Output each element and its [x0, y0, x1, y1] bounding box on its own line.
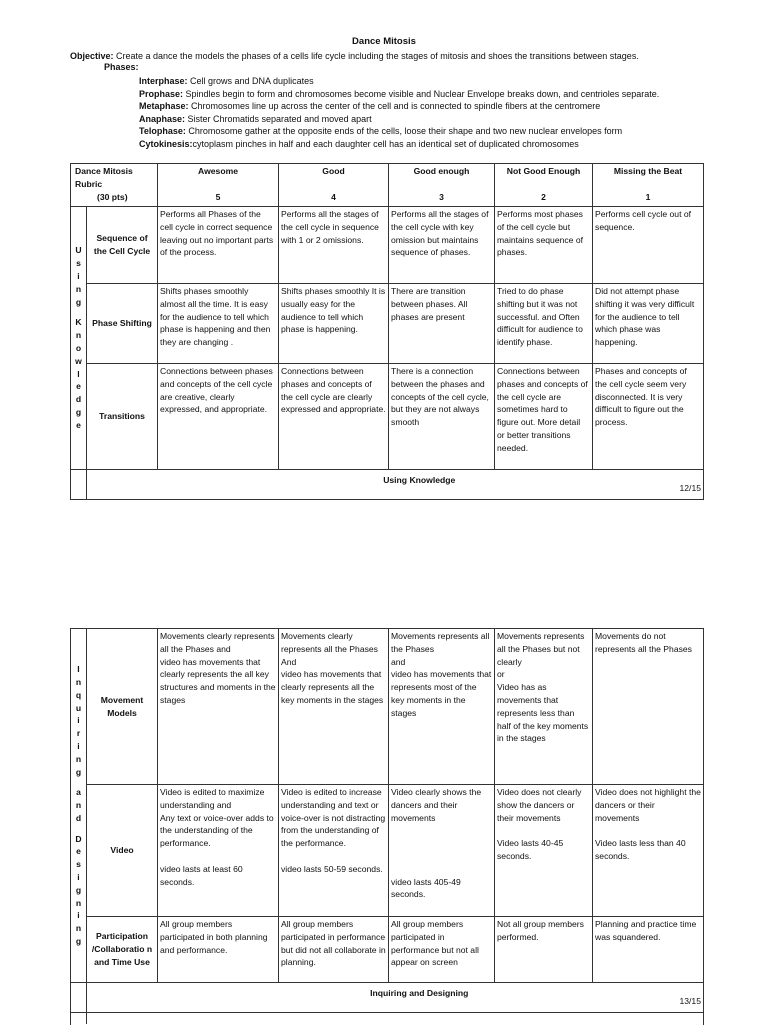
section-letter: e	[76, 419, 81, 430]
rubric-row	[71, 917, 704, 983]
level-header	[279, 164, 389, 207]
level-header	[389, 164, 495, 207]
section-letter: n	[75, 330, 82, 341]
rubric-subtitle: Rubric	[75, 178, 103, 189]
section-letter: n	[75, 676, 82, 687]
section-letter: o	[75, 343, 82, 353]
section-summary-label: Using Knowledge	[383, 475, 456, 486]
next-table-edge	[70, 1012, 704, 1025]
rubric-cell: Planning and practice time was squandered.	[593, 917, 704, 983]
level-name: Not Good Enough	[506, 166, 581, 176]
objective-text: Create a dance the models the phases of a cells life cycle including the stages of mitosis and shoes the transitions between stages.	[113, 51, 639, 61]
rubric-table-inquiring-designing	[70, 628, 704, 1013]
rubric-cell: All group members participated in both planning and performance.	[158, 917, 279, 983]
section-letter: s	[76, 859, 81, 870]
rubric-cell: Connections between phases and concepts of the cell cycle are creative, clearly expressed, and appropriate.	[158, 364, 279, 470]
summary-cell	[87, 470, 704, 500]
document-title: Dance Mitosis	[352, 36, 416, 47]
section-letter: u	[75, 702, 82, 713]
level-name: Awesome	[198, 166, 238, 176]
section-summary-label: Inquiring and Designing	[370, 988, 469, 999]
section-letter: d	[75, 394, 82, 405]
level-points: 4	[331, 191, 336, 202]
rubric-header-row	[71, 164, 704, 207]
section-letter: g	[75, 766, 82, 777]
section-letter: g	[75, 296, 82, 307]
phase-desc: Spindles begin to form and chromosomes become visible and Nuclear Envelope breaks down, and centrioles separate.	[183, 88, 660, 99]
section-letter: e	[76, 846, 81, 857]
section-letter: I	[77, 664, 80, 675]
section-letter: d	[75, 812, 82, 823]
level-name: Missing the Beat	[613, 166, 683, 176]
section-letter: g	[75, 884, 82, 895]
rubric-row	[71, 629, 704, 785]
section-letter: e	[76, 381, 81, 392]
rubric-summary-row	[71, 983, 704, 1013]
phase-name: Metaphase:	[139, 101, 189, 111]
criterion-label: Transitions	[87, 364, 158, 470]
phase-name: Telophase:	[139, 126, 186, 136]
phase-desc: Sister Chromatids separated and moved apart	[185, 113, 372, 124]
phase-desc: Cell grows and DNA duplicates	[187, 76, 314, 86]
section-label-inquiring-designing	[71, 629, 87, 983]
rubric-cell: Movements represents all the Phases but not clearly or Video has as movements that represents less than half of the key moments in the stages	[495, 629, 593, 785]
phase-name: Prophase:	[139, 88, 184, 99]
level-points: 1	[645, 191, 651, 202]
rubric-cell: Movements do not represents all the Phases	[593, 629, 704, 785]
phases-label: Phases:	[104, 62, 139, 72]
section-letter: n	[75, 923, 82, 934]
rubric-row	[71, 364, 704, 470]
criterion-label: Video	[87, 785, 158, 917]
rubric-cell: Did not attempt phase shifting it was very difficult for the audience to tell which phase was happening.	[593, 284, 704, 364]
section-letter: l	[77, 368, 80, 379]
summary-cell	[87, 983, 704, 1013]
rubric-cell: Connections between phases and concepts of the cell cycle are sometimes hard to figure out. More detail or better transitions needed.	[495, 364, 593, 470]
criterion-label: Phase Shifting	[87, 284, 158, 364]
criterion-label: Participation /Collaboratio n and Time Use	[87, 917, 158, 983]
criterion-label: Movement Models	[87, 629, 158, 785]
rubric-cell: Video is edited to increase understanding and text or voice-over is not distracting from the understanding of the performance. video lasts 50-59 seconds.	[279, 785, 389, 917]
section-score: 12/15	[679, 483, 702, 494]
rubric-total-points: (30 pts)	[97, 191, 128, 202]
section-letter: s	[76, 258, 81, 269]
section-letter: U	[75, 245, 82, 256]
rubric-cell: Movements clearly represents all the Phases And video has movements that clearly represents all the key moments in the stages	[279, 629, 389, 785]
rubric-cell: Video does not clearly show the dancers or their movements Video lasts 40-45 seconds.	[495, 785, 593, 917]
section-letter: i	[77, 740, 80, 751]
section-letter: i	[77, 271, 80, 282]
rubric-cell: All group members participated in performance but did not all collaborate in planning.	[279, 917, 389, 983]
rubric-cell: Video is edited to maximize understanding and Any text or voice-over adds to the understanding of the performance. video lasts at least 60 seconds.	[158, 785, 279, 917]
phase-desc: Chromosomes line up across the center of the cell and is connected to spindle fibers at the centromere	[188, 101, 601, 111]
phase-item	[139, 113, 759, 126]
level-points: 2	[541, 191, 546, 202]
rubric-row	[71, 284, 704, 364]
phase-item	[139, 138, 759, 151]
level-name: Good	[322, 166, 345, 176]
section-letter: n	[75, 897, 82, 908]
rubric-title: Dance Mitosis	[75, 166, 133, 176]
rubric-cell: There is a connection between the phases and concepts of the cell cycle, but they are not always smooth	[389, 364, 495, 470]
section-letter: K	[75, 317, 82, 328]
section-letter: w	[75, 355, 82, 366]
section-letter: i	[77, 910, 80, 921]
phase-name: Interphase:	[139, 76, 188, 86]
objective	[70, 50, 760, 62]
rubric-summary-row	[71, 470, 704, 500]
section-letter: i	[77, 872, 80, 883]
section-letter	[73, 778, 84, 786]
rubric-cell: Shifts phases smoothly It is usually easy for the audience to tell which phase is happening.	[279, 284, 389, 364]
section-letter: D	[75, 833, 82, 844]
section-letter: n	[75, 283, 82, 294]
objective-label: Objective:	[70, 51, 114, 61]
rubric-cell: Connections between phases and concepts of the cell cycle are clearly expressed and appropriate.	[279, 364, 389, 470]
phase-name: Anaphase:	[139, 113, 186, 124]
rubric-cell: Phases and concepts of the cell cycle seem very disconnected. It is very difficult to figure out the process.	[593, 364, 704, 470]
rubric-corner-cell	[71, 164, 158, 207]
phase-desc: cytoplasm pinches in half and each daughter cell has an identical set of duplicated chromosomes	[192, 138, 579, 149]
section-letter: g	[75, 406, 82, 417]
rubric-cell: Tried to do phase shifting but it was not successful. and Often difficult for audience to identify phase.	[495, 284, 593, 364]
rubric-cell: Movements represents all the Phases and video has movements that represents most of the key moments in the stages	[389, 629, 495, 785]
rubric-row	[71, 785, 704, 917]
rubric-cell: There are transition between phases. All phases are present	[389, 284, 495, 364]
section-score: 13/15	[679, 996, 701, 1007]
level-points: 5	[215, 191, 221, 202]
rubric-cell: Shifts phases smoothly almost all the time. It is easy for the audience to tell which phase is happening and then they are changing .	[158, 284, 279, 364]
level-name: Good enough	[413, 166, 470, 176]
section-letter: r	[76, 728, 81, 739]
level-header	[495, 164, 593, 207]
rubric-cell: Performs all the stages of the cell cycle with key omission but maintains sequence of phases.	[389, 207, 495, 284]
phase-desc: Chromosome gather at the opposite ends of the cells, loose their shape and two new nuclear envelopes form	[185, 126, 623, 136]
rubric-cell: Performs all the stages of the cell cycle in sequence with 1 or 2 omissions.	[279, 207, 389, 284]
level-header	[158, 164, 279, 207]
rubric-cell: Video clearly shows the dancers and their movements video lasts 405-49 seconds.	[389, 785, 495, 917]
criterion-label: Sequence of the Cell Cycle	[87, 207, 158, 284]
section-letter: q	[75, 689, 82, 700]
rubric-cell: Movements clearly represents all the Phases and video has movements that clearly represents the all key structures and moments in the stages	[158, 629, 279, 785]
rubric-cell: Performs most phases of the cell cycle but maintains sequence of phases.	[495, 207, 593, 284]
section-letter	[73, 308, 84, 316]
phase-item	[139, 100, 759, 113]
section-letter: a	[76, 787, 81, 798]
level-header	[593, 164, 704, 207]
rubric-cell: Not all group members performed.	[495, 917, 593, 983]
section-letter: i	[77, 715, 80, 726]
section-letter: n	[75, 800, 82, 811]
phase-item	[139, 125, 759, 138]
rubric-cell: Performs all Phases of the cell cycle in correct sequence leaving out no important parts of the process.	[158, 207, 279, 284]
section-label-using-knowledge	[71, 207, 87, 470]
rubric-table-using-knowledge	[70, 163, 704, 500]
rubric-row	[71, 207, 704, 284]
rubric-cell: All group members participated in performance but not all appear on screen	[389, 917, 495, 983]
phase-item	[139, 88, 759, 101]
rubric-cell: Performs cell cycle out of sequence.	[593, 207, 704, 284]
phase-list	[139, 75, 759, 150]
section-letter: n	[75, 753, 82, 764]
next-table-divider	[86, 1012, 87, 1024]
section-letter: g	[75, 936, 82, 947]
rubric-cell: Video does not highlight the dancers or their movements Video lasts less than 40 seconds.	[593, 785, 704, 917]
section-letter	[73, 825, 84, 833]
level-points: 3	[439, 191, 444, 202]
phase-name: Cytokinesis:	[139, 138, 193, 149]
phase-item	[139, 75, 759, 88]
